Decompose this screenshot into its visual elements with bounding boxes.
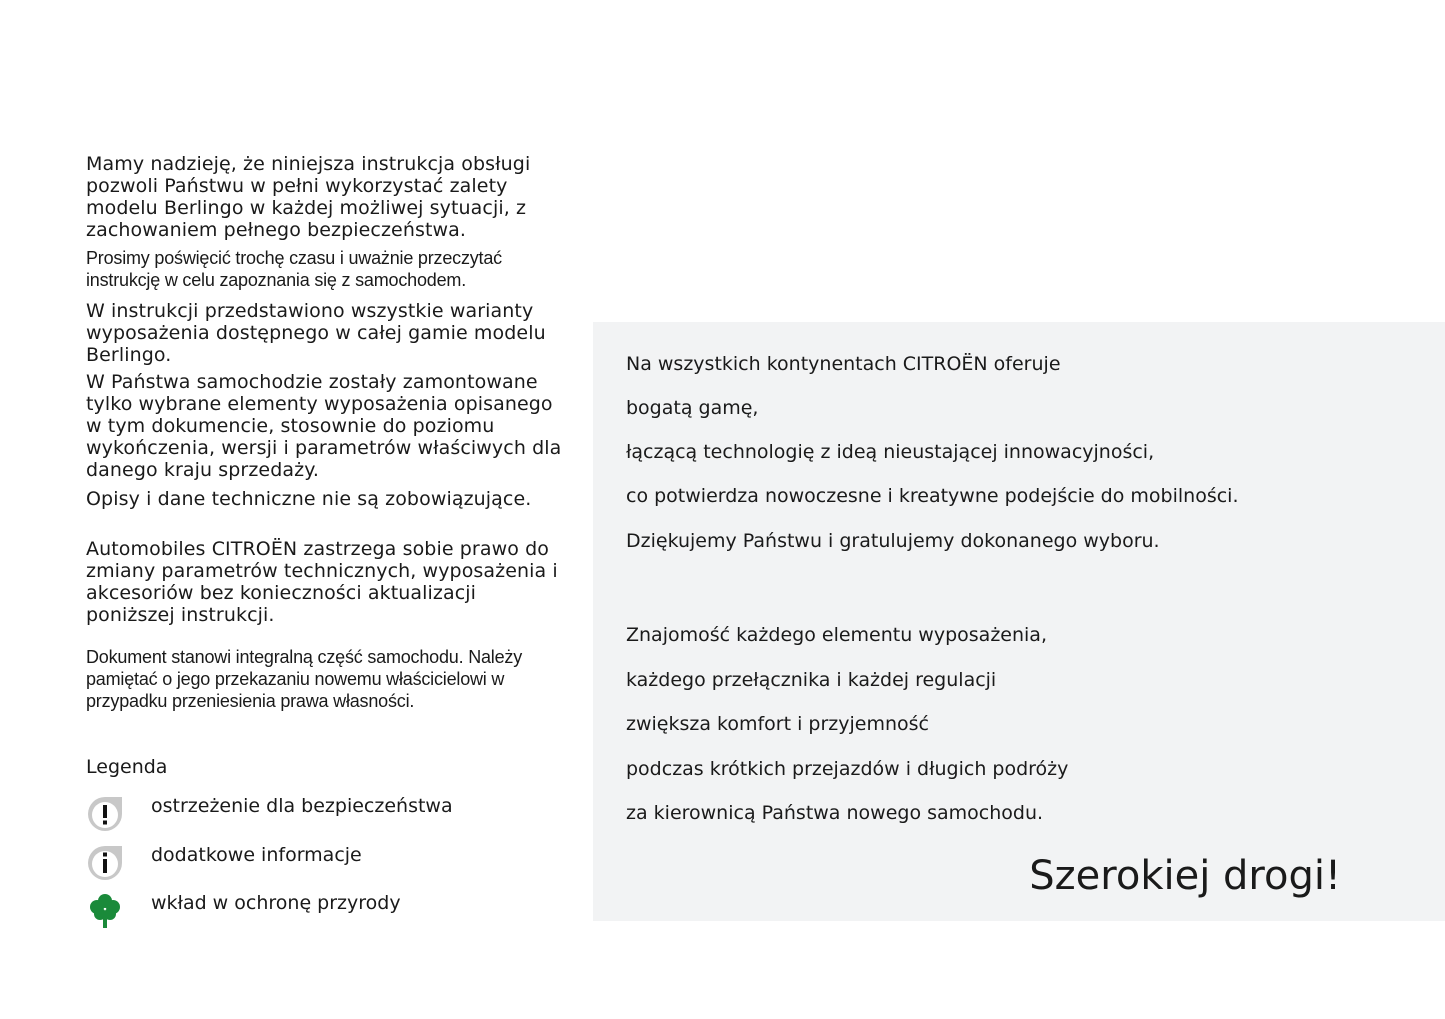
intro-paragraph-3: W instrukcji przedstawiono wszystkie warianty wyposażenia dostępnego w całej gamie modelu Berlingo. [86, 300, 546, 366]
legend-item-warning [86, 795, 546, 835]
panel-line: każdego przełącznika i każdej regulacji [626, 669, 997, 691]
welcome-panel [593, 322, 1445, 921]
panel-line: za kierownicą Państwa nowego samochodu. [626, 802, 1044, 824]
panel-line: Znajomość każdego elementu wyposażenia, [626, 624, 1047, 646]
legend-label-environment: wkład w ochronę przyrody [151, 892, 401, 914]
panel-line: Na wszystkich kontynentach CITROËN oferuje [626, 353, 1061, 375]
intro-paragraph-1: Mamy nadzieję, że niniejsza instrukcja obsługi pozwoli Państwu w pełni wykorzystać zalety modelu Berlingo w każdej możliwej sytuacji, z zachowaniem pełnego bezpieczeństwa. [86, 153, 531, 241]
legend-item-environment [86, 892, 546, 932]
intro-paragraph-7: Dokument stanowi integralną część samochodu. Należy pamiętać o jego przekazaniu nowemu właścicielowi w przypadku przeniesienia prawa własności. [86, 647, 523, 711]
intro-paragraph-5: Opisy i dane techniczne nie są zobowiązujące. [86, 488, 532, 510]
legend-title: Legenda [86, 756, 168, 778]
tree-icon [86, 892, 124, 930]
intro-paragraph-2: Prosimy poświęcić trochę czasu i uważnie przeczytać instrukcję w celu zapoznania się z samochodem. [86, 248, 502, 290]
panel-line: zwiększa komfort i przyjemność [626, 713, 930, 735]
legend-label-warning: ostrzeżenie dla bezpieczeństwa [151, 795, 453, 817]
intro-paragraph-4: W Państwa samochodzie zostały zamontowane tylko wybrane elementy wyposażenia opisanego w tym dokumencie, stosownie do poziomu wykończenia, wersji i parametrów właściwych dla danego kraju sprzedaży. [86, 371, 562, 481]
panel-line: Dziękujemy Państwu i gratulujemy dokonanego wyboru. [626, 530, 1160, 552]
panel-line: co potwierdza nowoczesne i kreatywne podejście do mobilności. [626, 485, 1239, 507]
legend-label-info: dodatkowe informacje [151, 844, 362, 866]
info-icon [86, 844, 124, 882]
panel-line: bogatą gamę, [626, 397, 759, 419]
panel-line: łączącą technologię z ideą nieustającej innowacyjności, [626, 441, 1155, 463]
farewell-heading: Szerokiej drogi! [1029, 853, 1341, 899]
legend-item-info [86, 844, 546, 884]
warning-icon [86, 795, 124, 833]
panel-line: podczas krótkich przejazdów i długich podróży [626, 758, 1069, 780]
intro-paragraph-6: Automobiles CITROËN zastrzega sobie prawo do zmiany parametrów technicznych, wyposażenia i akcesoriów bez konieczności aktualizacji poniższej instrukcji. [86, 538, 558, 626]
